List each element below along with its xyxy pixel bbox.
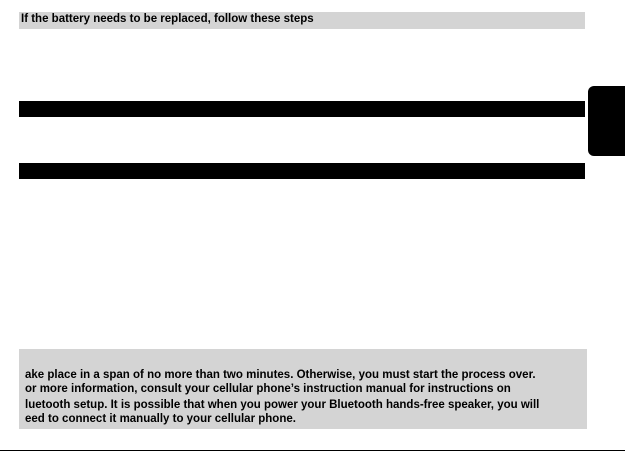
chapter-tab-marker [588, 86, 625, 156]
section-heading-bar [19, 12, 585, 29]
note-text-line: ake place in a span of no more than two minutes. Otherwise, you must start the process over. [25, 369, 536, 381]
note-box [19, 349, 587, 429]
section-divider-bar [19, 101, 585, 117]
note-text-line: luetooth setup. It is possible that when you power your Bluetooth hands-free speaker, you will [25, 399, 540, 411]
note-text-line: eed to connect it manually to your cellular phone. [25, 413, 296, 425]
note-text-line: or more information, consult your cellular phone’s instruction manual for instructions on [25, 383, 511, 395]
page-bottom-rule [0, 450, 625, 451]
section-heading: If the battery needs to be replaced, follow these steps [21, 13, 314, 25]
section-divider-bar [19, 163, 585, 179]
